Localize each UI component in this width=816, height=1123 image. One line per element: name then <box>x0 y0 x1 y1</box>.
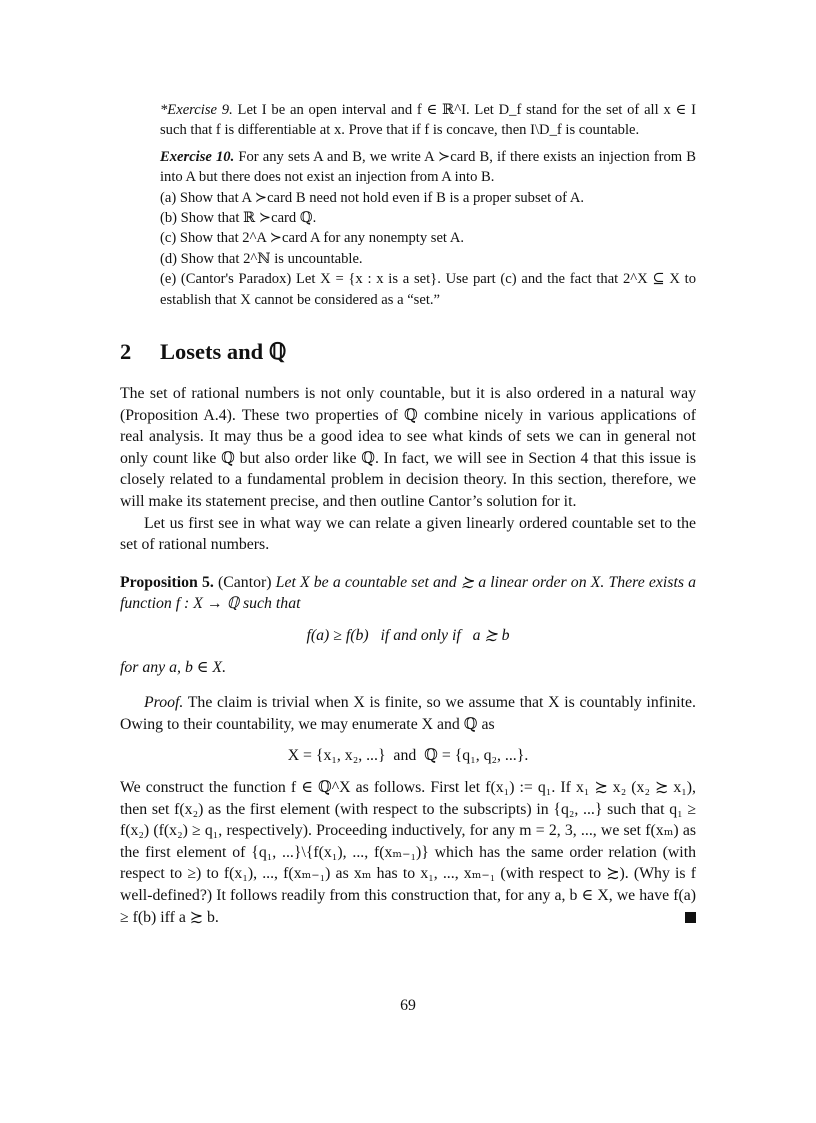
exercise-10 <box>160 147 696 188</box>
proof-text-2: We construct the function f ∈ ℚ^X as follows. First let f(x₁) := q₁. If x₁ ≿ x₂ (x₂ ≿ x₁), then set f(x₂) as the first element (with respect to the subscripts) in {q₂, ...} such that q₁ ≥ f(x₂) (f(x₂) ≥ q₁, respectively). Proceeding inductively, for any m = 2, 3, ..., we set f(xₘ) as the first element of {q₁, ...}\{f(x₁), ..., f(xₘ₋₁)} which has the same order relation (with respect to ≥) to f(x₁), ..., f(xₘ₋₁) as xₘ has to x₁, ..., xₘ₋₁ (with respect to ≿). (Why is f well-defined?) It follows readily from this construction that, for any a, b ∈ X, we have f(a) ≥ f(b) iff a ≿ b. <box>120 778 696 926</box>
exercise-9-body: Let I be an open interval and f ∈ ℝ^I. Let D_f stand for the set of all x ∈ I such that f is differentiable at x. Prove that if f is concave, then I\D_f is countable. <box>160 102 696 139</box>
page-number: 69 <box>400 997 416 1014</box>
section-title: Losets and ℚ <box>160 339 287 365</box>
exercise-10-part-b: (b) Show that ℝ ≻card ℚ. <box>160 210 317 227</box>
exercise-9-head: *Exercise 9. <box>160 102 233 118</box>
proposition-head: Proposition 5. <box>120 573 214 591</box>
section-paragraph-1: The set of rational numbers is not only countable, but it is also ordered in a natural way (Proposition A.4). These two properties of ℚ combine nicely in various applications of real analysis. It may thus be a good idea to see what kinds of sets we can in general not only count like ℚ but also order like ℚ. In fact, we will see in Section 4 that this issue is closely related to a fundamental problem in decision theory. In this section, therefore, we will make its statement precise, and then outline Cantor’s solution for it. <box>120 385 696 511</box>
proof-paragraph-2 <box>120 777 696 928</box>
section-number: 2 <box>120 339 132 365</box>
proof-head: Proof. <box>144 694 184 712</box>
proposition-display: f(a) ≥ f(b) if and only if a ≿ b <box>306 627 510 644</box>
proof-paragraph-1 <box>120 692 696 735</box>
qed-square-icon <box>685 912 696 923</box>
proof-display: X = {x₁, x₂, ...} and ℚ = {q₁, q₂, ...}. <box>287 747 529 765</box>
exercise-10-part-d: (d) Show that 2^ℕ is uncountable. <box>160 250 363 267</box>
proposition-statement: Let X be a countable set and ≿ a linear order on X. There exists a function f : X → ℚ such that <box>120 573 697 613</box>
proof-text-1: The claim is trivial when X is finite, so we assume that X is countably infinite. Owing to their countability, we may enumerate X and ℚ as <box>120 694 697 733</box>
exercise-10-part-c: (c) Show that 2^A ≻card A for any nonempty set A. <box>160 230 465 247</box>
section-paragraph-2: Let us first see in what way we can relate a given linearly ordered countable set to the set of rational numbers. <box>120 514 696 554</box>
exercises-block <box>160 100 696 310</box>
page-content <box>120 100 696 928</box>
exercise-10-intro: For any sets A and B, we write A ≻card B, if there exists an injection from B into A but there does not exist an injection from A into B. <box>160 148 696 186</box>
section-heading <box>120 335 696 369</box>
exercise-9 <box>160 100 696 141</box>
proposition-tail: for any a, b ∈ X. <box>120 658 227 676</box>
exercise-10-head: Exercise 10. <box>160 148 235 165</box>
exercise-10-part-e: (e) (Cantor's Paradox) Let X = {x : x is a set}. Use part (c) and the fact that 2^X ⊆ X to establish that X cannot be considered as a “set.” <box>160 271 696 308</box>
proposition-attribution: (Cantor) <box>217 573 272 591</box>
proposition-5 <box>120 572 696 615</box>
exercise-10-part-a: (a) Show that A ≻card B need not hold even if B is a proper subset of A. <box>160 189 585 206</box>
